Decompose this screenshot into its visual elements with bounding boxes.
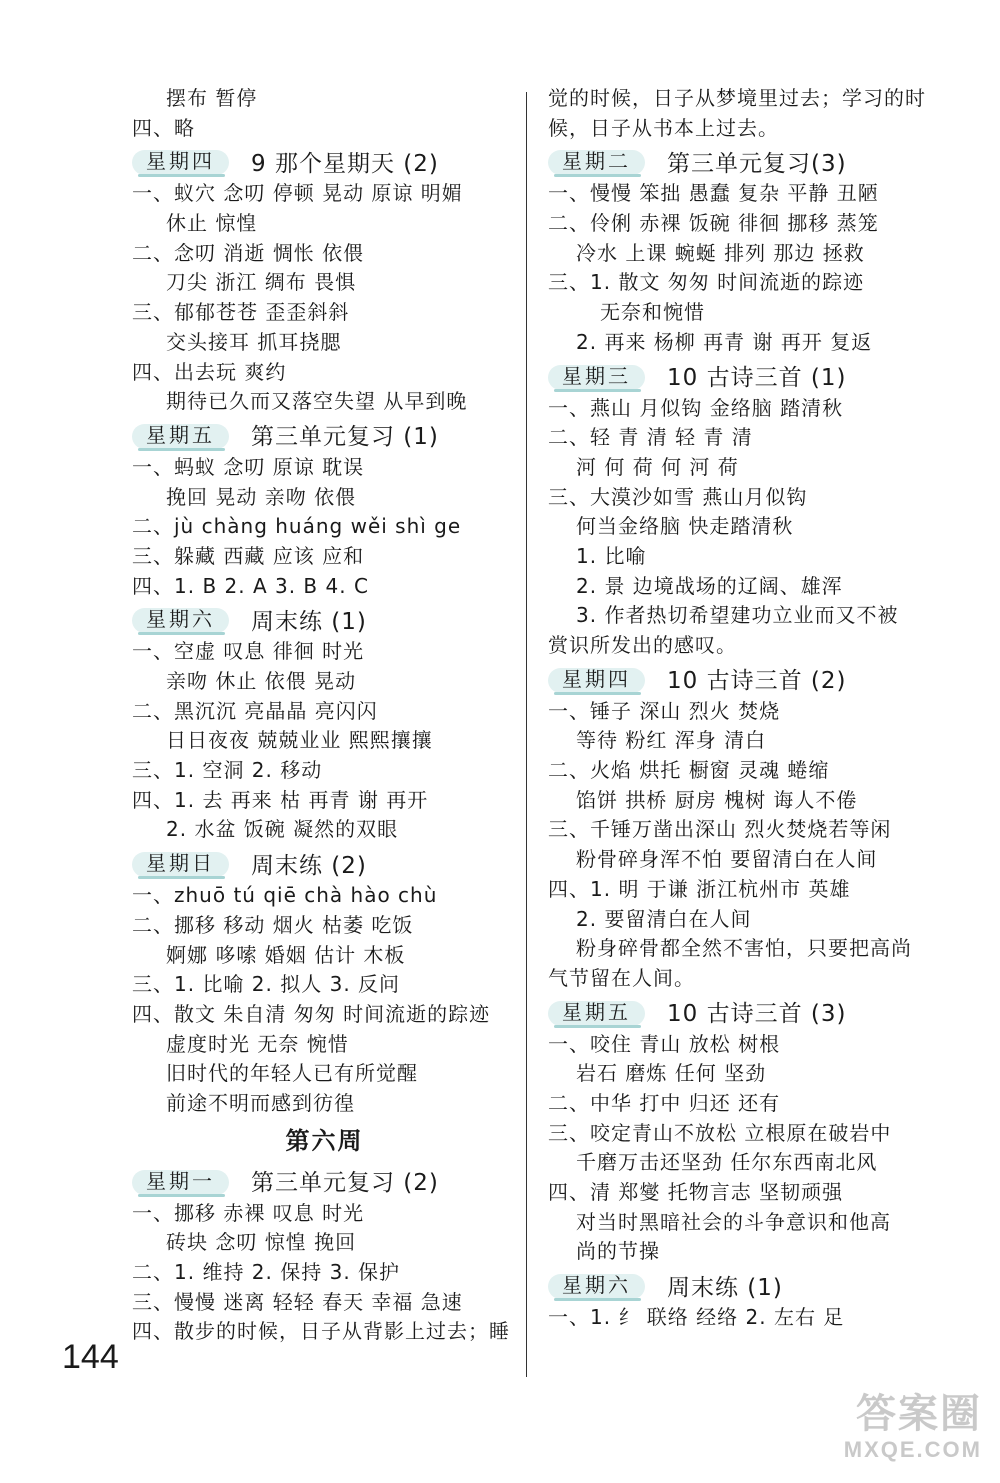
answer-line: 三、躲藏 西藏 应该 应和 xyxy=(132,543,365,568)
answer-line: 2. 水盆 饭碗 凝然的双眼 xyxy=(166,817,399,842)
section-title: 第三单元复习(3) xyxy=(667,150,847,177)
section-title: 周末练 (1) xyxy=(667,1274,783,1301)
answer-line: 四、散步的时候，日子从背影上过去；睡 xyxy=(132,1319,510,1344)
answer-line: 2. 景 边境战场的辽阔、雄浑 xyxy=(576,573,843,598)
weekday-tag: 星期五 xyxy=(548,998,645,1026)
answer-line: 日日夜夜 兢兢业业 熙熙攘攘 xyxy=(166,728,433,753)
answer-line: 四、1. B 2. A 3. B 4. C xyxy=(132,573,369,598)
answer-line: 千磨万击还坚劲 任尔东西南北风 xyxy=(576,1150,878,1175)
answer-line: 尚的节操 xyxy=(576,1239,660,1264)
answer-line: 亲吻 休止 依偎 晃动 xyxy=(166,669,357,693)
answer-line: 2. 再来 杨柳 再青 谢 再开 复返 xyxy=(576,329,873,354)
answer-line: 二、jù chàng huáng wěi shì ge xyxy=(132,514,462,539)
answer-line: 四、1. 去 再来 枯 再青 谢 再开 xyxy=(132,787,429,812)
answer-line: 四、略 xyxy=(132,115,195,140)
section-header xyxy=(132,417,517,453)
answer-line: 岩石 磨炼 任何 坚劲 xyxy=(576,1061,767,1086)
answer-line: 2. 要留清白在人间 xyxy=(576,906,752,931)
answer-line: 期待已久而又落空失望 从早到晚 xyxy=(166,389,468,414)
page-number: 144 xyxy=(62,1338,119,1376)
answer-line: 觉的时候，日子从梦境里过去；学习的时 xyxy=(548,86,926,110)
column-divider xyxy=(526,92,527,1377)
section-title: 10 古诗三首 (1) xyxy=(667,365,847,391)
answer-line: 四、1. 明 于谦 浙江杭州市 英雄 xyxy=(548,876,851,901)
answer-line: 二、伶俐 赤裸 饭碗 徘徊 挪移 蒸笼 xyxy=(548,211,879,236)
answer-line: 无奈和惋惜 xyxy=(600,300,705,325)
answer-line: 3. 作者热切希望建功立业而又不被 xyxy=(576,603,899,628)
answer-line: 虚度时光 无奈 惋惜 xyxy=(166,1031,349,1056)
answer-line: 三、1. 比喻 2. 拟人 3. 反问 xyxy=(132,972,401,997)
answer-line: 三、大漠沙如雪 燕山月似钩 xyxy=(548,484,808,509)
answer-line: 休止 惊惶 xyxy=(166,211,258,236)
answer-line: 二、轻 青 清 轻 青 清 xyxy=(548,425,753,450)
weekday-tag: 星期一 xyxy=(132,1167,229,1195)
answer-line: 二、1. 维持 2. 保持 3. 保护 xyxy=(132,1260,401,1284)
answer-line: 四、清 郑燮 托物言志 坚韧顽强 xyxy=(548,1180,844,1204)
section-title: 9 那个星期天 (2) xyxy=(251,150,439,177)
answer-line: 四、出去玩 爽约 xyxy=(132,359,287,384)
answer-line: 馅饼 拱桥 厨房 槐树 诲人不倦 xyxy=(576,787,858,812)
section-header xyxy=(132,143,517,179)
answer-line: 二、黑沉沉 亮晶晶 亮闪闪 xyxy=(132,698,378,723)
answer-line: 一、zhuō tú qiē chà hào chù xyxy=(132,883,438,908)
section-header xyxy=(548,994,948,1030)
left-column xyxy=(132,84,517,1347)
answer-line: 等待 粉红 浑身 清白 xyxy=(576,728,767,753)
answer-line: 二、念叨 消逝 惆怅 依偎 xyxy=(132,240,365,265)
section-header xyxy=(132,845,517,881)
section-header xyxy=(132,601,517,637)
section-title: 周末练 (1) xyxy=(251,608,367,635)
answer-line: 刀尖 浙江 绸布 畏惧 xyxy=(166,270,357,295)
section-title: 第三单元复习 (1) xyxy=(251,424,439,451)
answer-line: 一、空虚 叹息 徘徊 时光 xyxy=(132,639,365,664)
answer-line: 冷水 上课 蜿蜒 排列 那边 拯救 xyxy=(576,240,865,265)
section-title: 10 古诗三首 (2) xyxy=(667,668,847,695)
weekday-tag: 星期六 xyxy=(548,1271,645,1299)
answer-line: 旧时代的年轻人已有所觉醒 xyxy=(166,1061,418,1086)
answer-line: 一、蚁穴 念叨 停顿 晃动 原谅 明媚 xyxy=(132,181,463,206)
answer-line: 一、慢慢 笨拙 愚蠢 复杂 平静 丑陋 xyxy=(548,181,879,206)
weekday-tag: 星期三 xyxy=(548,362,645,390)
answer-line: 一、锤子 深山 烈火 焚烧 xyxy=(548,698,781,723)
answer-line: 婀娜 哆嗦 婚姻 估计 木板 xyxy=(166,942,406,967)
section-title: 10 古诗三首 (3) xyxy=(667,1001,847,1028)
answer-line: 三、慢慢 迷离 轻轻 春天 幸福 急速 xyxy=(132,1289,463,1314)
weekday-tag: 星期日 xyxy=(132,849,229,877)
answer-line: 二、挪移 移动 烟火 枯萎 吃饭 xyxy=(132,912,414,937)
answer-line: 一、蚂蚁 念叨 原谅 耽误 xyxy=(132,454,365,479)
answer-line: 1. 比喻 xyxy=(576,543,647,568)
section-header xyxy=(548,1267,948,1303)
answer-line: 一、挪移 赤裸 叹息 时光 xyxy=(132,1200,365,1225)
answer-line: 粉身碎骨都全然不害怕，只要把高尚 xyxy=(576,936,912,961)
weekday-tag: 星期六 xyxy=(132,605,229,633)
watermark-site: MXQE.COM xyxy=(843,1437,982,1462)
week-heading: 第六周 xyxy=(285,1126,364,1155)
watermark-logo xyxy=(802,1391,982,1469)
answer-line: 对当时黑暗社会的斗争意识和他高 xyxy=(576,1209,891,1234)
watermark-logo-text: 答案圈 xyxy=(856,1390,982,1437)
answer-line: 四、散文 朱自清 匆匆 时间流逝的踪迹 xyxy=(132,1001,491,1026)
answer-line: 河 何 荷 何 河 荷 xyxy=(576,454,739,479)
answer-line: 候，日子从书本上过去。 xyxy=(548,115,779,140)
section-header xyxy=(548,661,948,697)
section-header xyxy=(548,358,948,394)
answer-line: 三、咬定青山不放松 立根原在破岩中 xyxy=(548,1120,892,1145)
answer-line: 三、1. 散文 匆匆 时间流逝的踪迹 xyxy=(548,270,865,295)
answer-line: 三、郁郁苍苍 歪歪斜斜 xyxy=(132,300,350,325)
answer-line: 二、中华 打中 归还 还有 xyxy=(548,1090,781,1115)
answer-line: 三、1. 空洞 2. 移动 xyxy=(132,758,323,783)
answer-line: 二、火焰 烘托 橱窗 灵魂 蜷缩 xyxy=(548,758,830,783)
answer-line: 何当金络脑 快走踏清秋 xyxy=(576,514,794,539)
answer-line: 三、千锤万凿出深山 烈火焚烧若等闲 xyxy=(548,817,892,842)
section-title: 第三单元复习 (2) xyxy=(251,1170,439,1197)
answer-line: 前途不明而感到彷徨 xyxy=(166,1090,355,1115)
answer-line: 一、燕山 月似钩 金络脑 踏清秋 xyxy=(548,395,844,420)
answer-line: 一、咬住 青山 放松 树根 xyxy=(548,1031,781,1056)
right-column xyxy=(548,84,948,1333)
section-header xyxy=(132,1163,517,1199)
weekday-tag: 星期四 xyxy=(132,147,229,175)
section-header xyxy=(548,143,948,179)
answer-line: 摆布 暂停 xyxy=(166,86,258,110)
weekday-tag: 星期二 xyxy=(548,147,645,175)
answer-line: 砖块 念叨 惊惶 挽回 xyxy=(166,1230,357,1255)
answer-line: 一、1. 纟 联络 经络 2. 左右 足 xyxy=(548,1305,845,1330)
answer-line: 粉骨碎身浑不怕 要留清白在人间 xyxy=(576,847,878,872)
answer-line: 挽回 晃动 亲吻 依偎 xyxy=(166,484,357,509)
weekday-tag: 星期五 xyxy=(132,421,229,449)
weekday-tag: 星期四 xyxy=(548,665,645,693)
section-title: 周末练 (2) xyxy=(251,852,367,879)
answer-line: 气节留在人间。 xyxy=(548,965,695,990)
answer-line: 赏识所发出的感叹。 xyxy=(548,633,737,657)
answer-line: 交头接耳 抓耳挠腮 xyxy=(166,329,342,354)
